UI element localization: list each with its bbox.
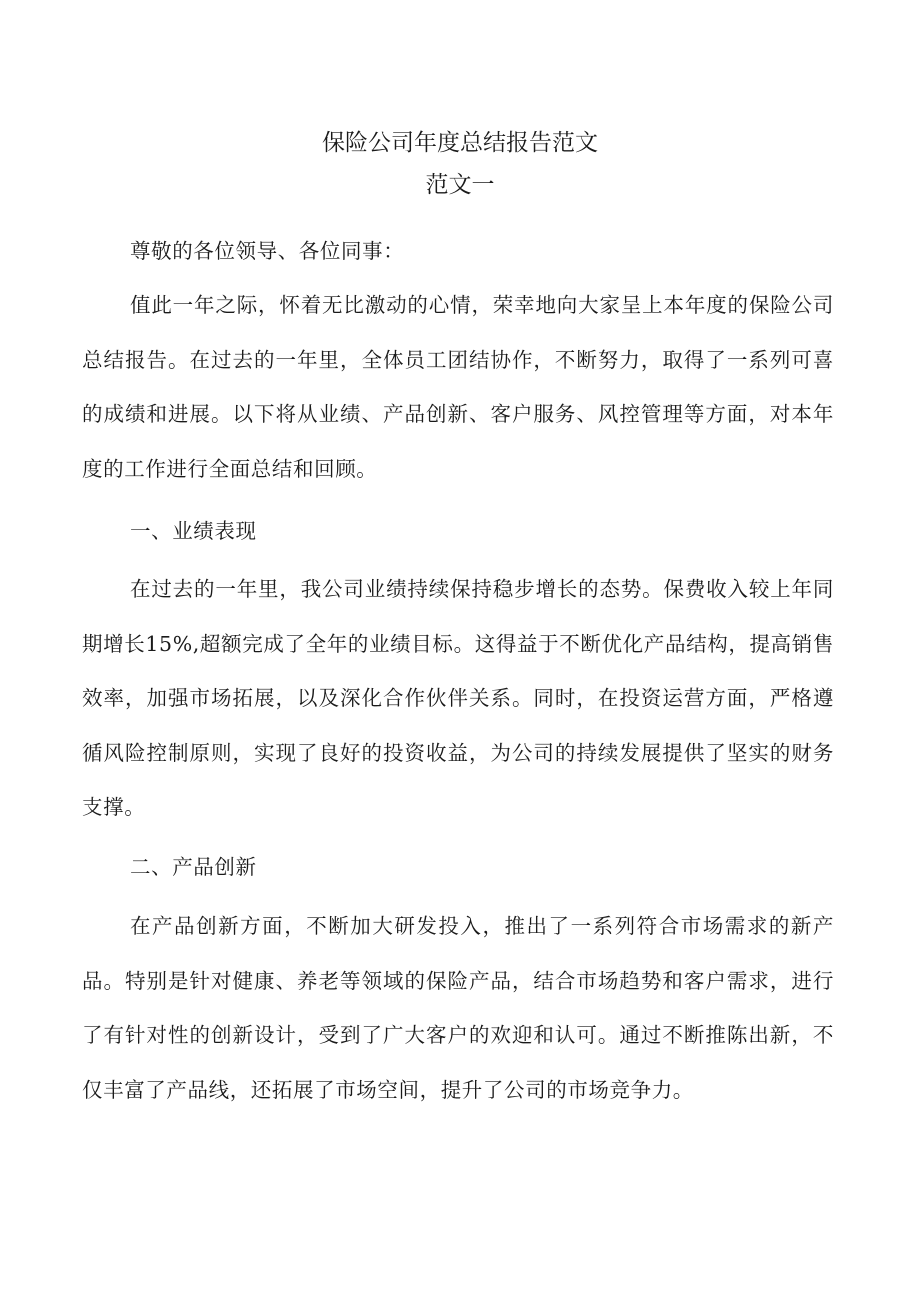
document-subtitle: 范文一 <box>425 172 495 198</box>
section-heading-performance: 一、业绩表现 <box>130 519 257 543</box>
section-heading-product-innovation: 二、产品创新 <box>130 855 257 879</box>
section-body-performance: 在过去的一年里，我公司业绩持续保持稳步增长的态势。保费收入较上年同期增长15%,超额完成了全年的业绩目标。这得益于不断优化产品结构，提高销售效率，加强市场拓展，以及深化合作伙伴关系。同时，在投资运营方面，严格遵循风险控制原则，实现了良好的投资收益，为公司的持续发展提供了坚实的财务支撑。 <box>82 577 834 819</box>
greeting-paragraph: 尊敬的各位领导、各位同事： <box>130 239 405 263</box>
section-body-product-innovation: 在产品创新方面，不断加大研发投入，推出了一系列符合市场需求的新产品。特别是针对健康、养老等领域的保险产品，结合市场趋势和客户需求，进行了有针对性的创新设计，受到了广大客户的欢迎和认可。通过不断推陈出新，不仅丰富了产品线，还拓展了市场空间，提升了公司的市场竞争力。 <box>82 914 834 1102</box>
intro-paragraph: 值此一年之际，怀着无比激动的心情，荣幸地向大家呈上本年度的保险公司总结报告。在过去的一年里，全体员工团结协作，不断努力，取得了一系列可喜的成绩和进展。以下将从业绩、产品创新、客户服务、风控管理等方面，对本年度的工作进行全面总结和回顾。 <box>82 293 834 481</box>
document-title: 保险公司年度总结报告范文 <box>322 130 598 156</box>
